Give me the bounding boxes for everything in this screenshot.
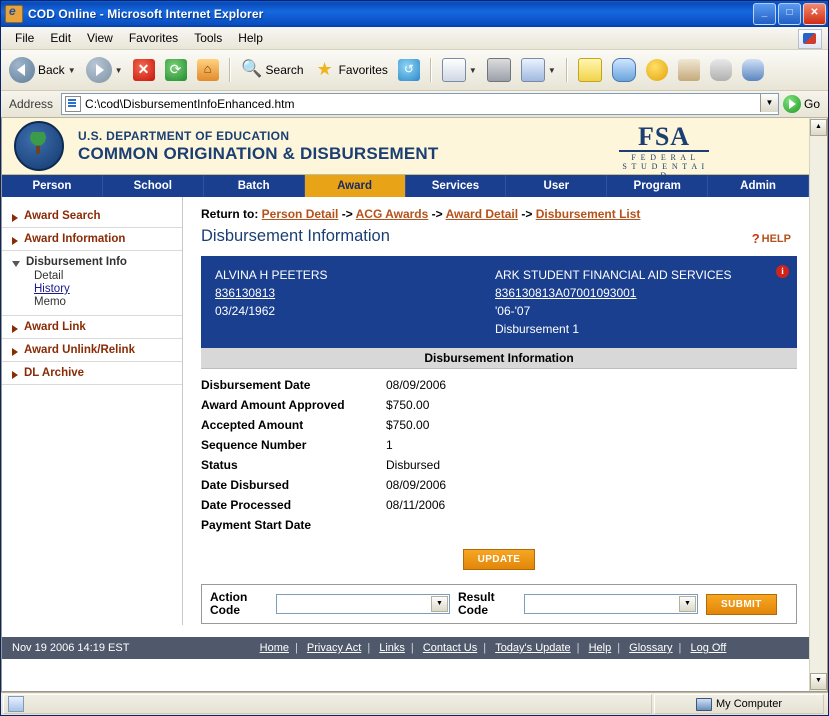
- sidebar-sublist: [34, 270, 176, 309]
- value-status: Disbursed: [386, 458, 441, 472]
- sidebar-item-award-search[interactable]: [12, 209, 176, 223]
- stop-icon: ✕: [133, 59, 155, 81]
- fsa-logo-sub1: F E D E R A L: [619, 150, 709, 162]
- sidebar-group-disbursement-info: [2, 251, 182, 316]
- label-disbursement-date: Disbursement Date: [201, 378, 311, 392]
- stop-button[interactable]: [129, 52, 159, 88]
- value-sequence-number: 1: [386, 438, 393, 452]
- menu-edit[interactable]: Edit: [50, 31, 72, 45]
- nav-program[interactable]: Program: [607, 175, 708, 197]
- label-date-disbursed: Date Disbursed: [201, 478, 290, 492]
- action-code-label: Action Code: [210, 590, 248, 617]
- ie-icon: [5, 5, 23, 23]
- table-row: [201, 395, 797, 415]
- menu-tools[interactable]: Tools: [194, 31, 223, 45]
- research-button[interactable]: [674, 52, 704, 88]
- label-sequence-number: Sequence Number: [201, 438, 307, 452]
- sidebar-label: Award Information: [24, 233, 126, 245]
- messenger-icon: [646, 59, 668, 81]
- nav-person[interactable]: Person: [2, 175, 103, 197]
- address-label: Address: [9, 97, 54, 111]
- footer-links: [187, 642, 799, 654]
- sidebar-item-disbursement-info[interactable]: [12, 255, 176, 269]
- person-button[interactable]: [706, 52, 736, 88]
- breadcrumb-sep: ->: [431, 207, 443, 221]
- triangle-down-icon: [12, 261, 20, 267]
- sidebar-group-award-unlink-relink: [2, 339, 182, 362]
- sidebar-label: DL Archive: [24, 367, 85, 379]
- footer-link-contact-us[interactable]: Contact Us: [422, 642, 478, 654]
- result-code-select[interactable]: [524, 594, 698, 614]
- breadcrumb-disbursement-list[interactable]: Disbursement List: [535, 207, 641, 221]
- menu-favorites[interactable]: Favorites: [128, 31, 179, 45]
- search-button[interactable]: [237, 52, 308, 88]
- search-label: Search: [265, 63, 304, 77]
- back-label: Back: [38, 63, 65, 77]
- value-date-processed: 08/11/2006: [386, 498, 446, 512]
- discuss-icon: [612, 58, 636, 82]
- fsa-logo: [619, 124, 709, 180]
- footer-timestamp: Nov 19 2006 14:19 EST: [12, 642, 130, 654]
- action-code-bar: [201, 584, 797, 624]
- favorites-label: Favorites: [338, 63, 388, 77]
- value-disbursement-date: 08/09/2006: [386, 378, 447, 392]
- footer-sep: |: [483, 642, 487, 654]
- note-icon: [578, 58, 602, 82]
- chevron-down-icon[interactable]: ▼: [114, 65, 123, 75]
- nav-user[interactable]: User: [506, 175, 607, 197]
- update-button[interactable]: UPDATE: [463, 549, 536, 570]
- chevron-down-icon[interactable]: ▼: [431, 596, 448, 612]
- back-arrow-icon: [9, 57, 35, 83]
- sidebar-subitem-history[interactable]: History: [34, 283, 70, 295]
- discuss-button[interactable]: [608, 52, 640, 88]
- table-row: [201, 455, 797, 475]
- footer-sep: |: [410, 642, 414, 654]
- people-button[interactable]: [738, 52, 768, 88]
- address-bar: [1, 91, 828, 118]
- back-button[interactable]: [5, 52, 80, 88]
- menu-view[interactable]: View: [87, 31, 113, 45]
- page-icon: [65, 96, 81, 112]
- breadcrumb-sep: ->: [521, 207, 533, 221]
- help-label: HELP: [761, 232, 791, 245]
- close-button[interactable]: ✕: [803, 3, 826, 25]
- edit-icon: [521, 58, 545, 82]
- notes-button[interactable]: [574, 52, 606, 88]
- forward-arrow-icon: [86, 57, 112, 83]
- window-controls: [753, 3, 826, 25]
- favorites-button[interactable]: [310, 52, 392, 88]
- section-header: Disbursement Information: [201, 348, 797, 369]
- page-status-icon: [8, 696, 24, 712]
- go-label: Go: [803, 97, 820, 111]
- triangle-right-icon: [12, 348, 18, 356]
- table-row: [201, 415, 797, 435]
- chevron-down-icon[interactable]: ▼: [67, 65, 76, 75]
- footer-link-privacy-act[interactable]: Privacy Act: [306, 642, 362, 654]
- people-icon: [742, 59, 764, 81]
- sidebar-subitem-detail[interactable]: Detail: [34, 270, 64, 282]
- sidebar-group-award-link: [2, 316, 182, 339]
- student-dob: 03/24/1962: [215, 304, 276, 318]
- label-status: Status: [201, 458, 238, 472]
- person-icon: [710, 59, 732, 81]
- nav-admin[interactable]: Admin: [708, 175, 809, 197]
- status-bar: [1, 692, 828, 715]
- zone-label: My Computer: [715, 698, 783, 710]
- menu-bar: [1, 27, 828, 50]
- footer-sep: |: [617, 642, 621, 654]
- mail-icon: [442, 58, 466, 82]
- award-year: '06-'07: [495, 304, 531, 318]
- sidebar-item-award-information[interactable]: [12, 232, 176, 246]
- cod-banner: [2, 118, 809, 180]
- print-button[interactable]: [483, 52, 515, 88]
- value-date-disbursed: 08/09/2006: [386, 478, 447, 492]
- student-column: [215, 266, 495, 338]
- menu-help[interactable]: Help: [238, 31, 263, 45]
- update-button-row: [201, 549, 797, 570]
- award-column: [495, 266, 783, 338]
- value-award-amount-approved: $750.00: [386, 398, 430, 412]
- security-zone: [654, 694, 824, 714]
- triangle-right-icon: [12, 237, 18, 245]
- breadcrumb-person-detail[interactable]: Person Detail: [261, 207, 339, 221]
- value-accepted-amount: $750.00: [386, 418, 430, 432]
- home-icon: ⌂: [197, 59, 219, 81]
- history-icon: ↺: [398, 59, 420, 81]
- page-scrollbar[interactable]: [809, 118, 827, 691]
- address-input[interactable]: [61, 93, 779, 115]
- sidebar-subitem-memo[interactable]: Memo: [34, 296, 66, 308]
- student-name: ALVINA H PEETERS: [215, 268, 328, 282]
- home-button[interactable]: [193, 52, 223, 88]
- menu-file[interactable]: File: [15, 31, 35, 45]
- label-award-amount-approved: Award Amount Approved: [201, 398, 345, 412]
- triangle-right-icon: [12, 214, 18, 222]
- footer-link-glossary[interactable]: Glossary: [629, 642, 673, 654]
- help-question-icon: ?: [751, 231, 760, 246]
- footer-sep: |: [678, 642, 682, 654]
- mail-button[interactable]: [438, 52, 481, 88]
- minimize-button[interactable]: _: [753, 3, 776, 25]
- submit-button[interactable]: SUBMIT: [706, 594, 777, 615]
- breadcrumb-prefix: Return to:: [201, 207, 259, 221]
- action-code-select[interactable]: [276, 594, 450, 614]
- help-link[interactable]: [752, 231, 791, 246]
- footer-sep: |: [576, 642, 580, 654]
- label-payment-start-date: Payment Start Date: [201, 518, 312, 532]
- footer-link-home[interactable]: Home: [259, 642, 289, 654]
- sidebar-item-award-unlink-relink[interactable]: [12, 343, 176, 357]
- school-name: ARK STUDENT FINANCIAL AID SERVICES: [495, 268, 732, 282]
- nav-school[interactable]: School: [103, 175, 204, 197]
- go-button[interactable]: [783, 95, 824, 113]
- footer-sep: |: [294, 642, 298, 654]
- forward-button[interactable]: [82, 52, 127, 88]
- toolbar-separator: [430, 58, 432, 82]
- value-payment-start-date: [386, 515, 797, 535]
- table-row: [201, 375, 797, 395]
- nav-batch[interactable]: Batch: [204, 175, 305, 197]
- sidebar-group-dl-archive: [2, 362, 182, 385]
- nav-services[interactable]: Services: [406, 175, 507, 197]
- label-accepted-amount: Accepted Amount: [201, 418, 304, 432]
- page-viewport: [1, 118, 828, 692]
- sidebar-group-award-search: [2, 205, 182, 228]
- refresh-button[interactable]: [161, 52, 191, 88]
- breadcrumb-award-detail[interactable]: Award Detail: [445, 207, 519, 221]
- footer-link-log-off[interactable]: Log Off: [690, 642, 727, 654]
- sidebar-group-award-information: [2, 228, 182, 251]
- triangle-right-icon: [12, 325, 18, 333]
- chevron-down-icon[interactable]: ▼: [547, 65, 556, 75]
- maximize-button[interactable]: □: [778, 3, 801, 25]
- result-code-label: Result Code: [458, 590, 495, 617]
- sidebar-label: Award Link: [24, 321, 86, 333]
- table-row: [201, 515, 797, 535]
- department-name: U.S. DEPARTMENT OF EDUCATION: [78, 128, 290, 143]
- footer-link-todays-update[interactable]: Today's Update: [495, 642, 571, 654]
- refresh-icon: ⟳: [165, 59, 187, 81]
- page-footer: [2, 637, 809, 659]
- content-columns: [2, 197, 809, 625]
- toolbar-separator: [566, 58, 568, 82]
- address-value: C:\cod\DisbursementInfoEnhanced.htm: [85, 97, 295, 111]
- triangle-right-icon: [12, 371, 18, 379]
- disbursement-details-table: [201, 375, 797, 535]
- window-title: COD Online - Microsoft Internet Explorer: [28, 7, 264, 21]
- address-dropdown-icon[interactable]: ▼: [760, 94, 778, 112]
- footer-link-help[interactable]: Help: [588, 642, 612, 654]
- history-button[interactable]: [394, 52, 424, 88]
- go-arrow-icon: [783, 95, 801, 113]
- breadcrumb-acg-awards[interactable]: ACG Awards: [355, 207, 429, 221]
- department-seal-icon: [14, 121, 64, 171]
- sidebar-label: Award Unlink/Relink: [24, 344, 135, 356]
- breadcrumb-sep: ->: [341, 207, 353, 221]
- status-message: [3, 694, 652, 714]
- breadcrumb: [201, 207, 797, 221]
- star-icon: ★: [316, 59, 333, 79]
- research-icon: [678, 59, 700, 81]
- sidebar: [2, 197, 183, 625]
- table-row: [201, 475, 797, 495]
- fsa-logo-sub2: S T U D E N T A I D: [622, 162, 706, 180]
- info-icon[interactable]: i: [776, 265, 789, 278]
- toolbar: [1, 50, 828, 91]
- sidebar-item-award-link[interactable]: [12, 320, 176, 334]
- scroll-down-button[interactable]: ▼: [810, 673, 827, 690]
- chevron-down-icon[interactable]: ▼: [679, 596, 696, 612]
- banner-titles: [78, 129, 438, 164]
- footer-sep: |: [367, 642, 371, 654]
- sidebar-label: Award Search: [24, 210, 101, 222]
- edit-button[interactable]: [517, 52, 560, 88]
- award-id-link[interactable]: 836130813A07001093001: [495, 286, 637, 300]
- footer-link-links[interactable]: Links: [379, 642, 405, 654]
- main-content: [183, 197, 809, 625]
- system-name: COMMON ORIGINATION & DISBURSEMENT: [78, 143, 439, 163]
- print-icon: [487, 58, 511, 82]
- scroll-up-button[interactable]: ▲: [810, 119, 827, 136]
- nav-award[interactable]: Award: [305, 175, 406, 197]
- windows-flag-icon: [798, 29, 822, 49]
- label-date-processed: Date Processed: [201, 498, 292, 512]
- table-row: [201, 495, 797, 515]
- disbursement-number: Disbursement 1: [495, 322, 580, 336]
- student-ssn-link[interactable]: 836130813: [215, 286, 276, 300]
- page-title: Disbursement Information: [201, 227, 390, 245]
- title-bar: [1, 1, 828, 27]
- sidebar-label: Disbursement Info: [26, 256, 127, 268]
- table-row: [201, 435, 797, 455]
- toolbar-separator: [229, 58, 231, 82]
- fsa-logo-text: FSA: [637, 122, 691, 151]
- web-page: [2, 118, 809, 691]
- sidebar-item-dl-archive[interactable]: [12, 366, 176, 380]
- computer-icon: [696, 698, 712, 711]
- messenger-button[interactable]: [642, 52, 672, 88]
- chevron-down-icon[interactable]: ▼: [468, 65, 477, 75]
- search-icon: 🔍: [240, 59, 263, 78]
- student-info-panel: [201, 256, 797, 348]
